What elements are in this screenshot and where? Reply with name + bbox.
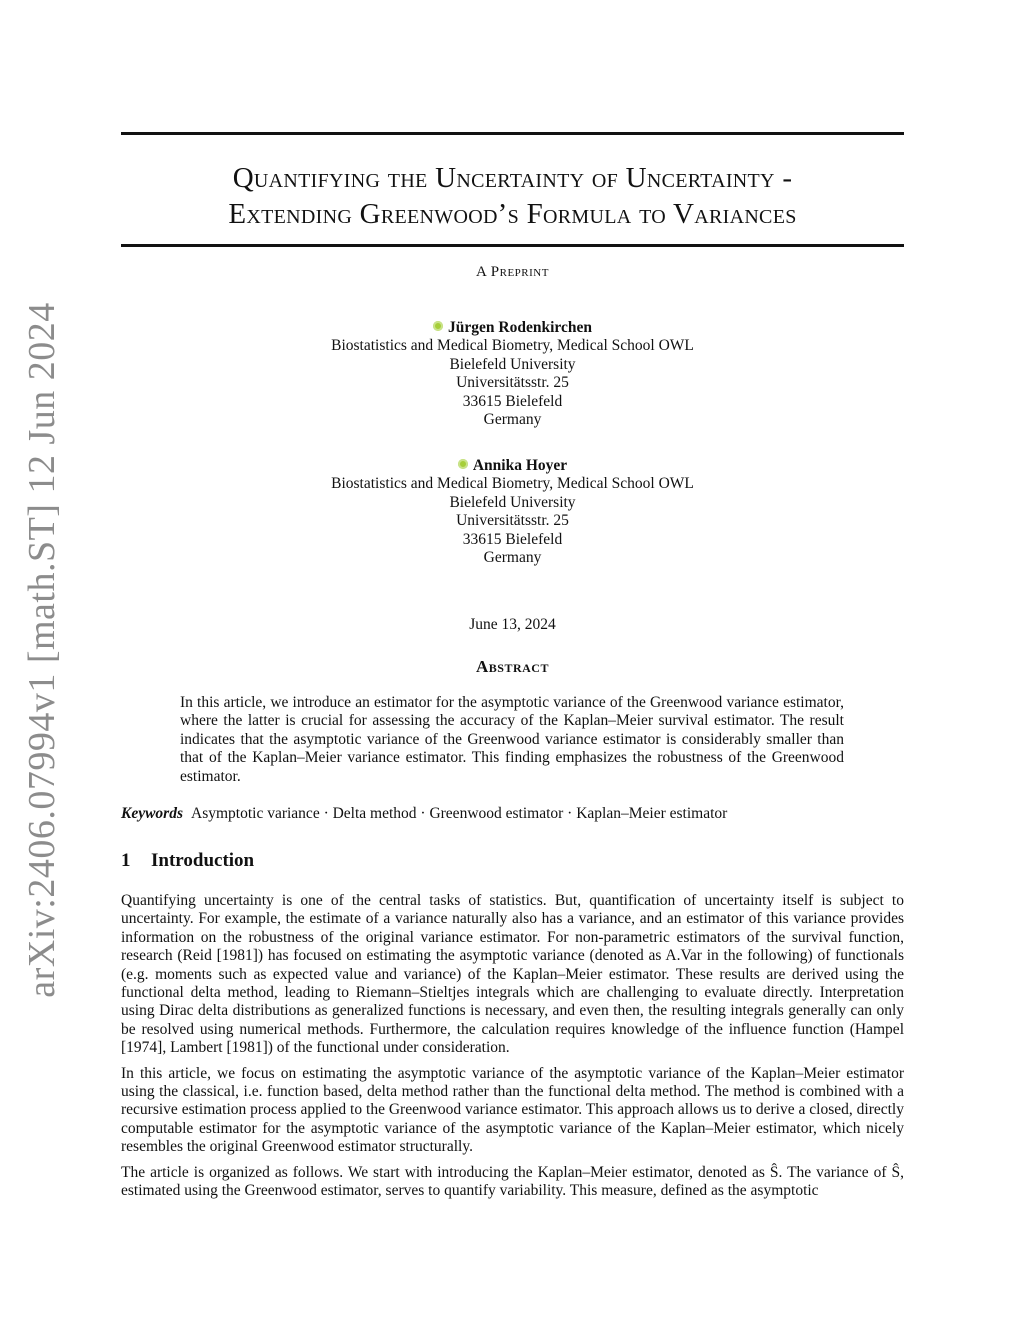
author-university: Bielefeld University	[449, 355, 576, 373]
author-name: Jürgen Rodenkirchen	[448, 319, 592, 336]
paper-title	[121, 160, 904, 232]
author-country: Germany	[483, 411, 542, 429]
paragraph: Quantifying uncertainty is one of the central tasks of statistics. But, quantification of uncertainty itself is subject to uncertainty. For example, the estimate of a variance naturally also has a variance, and an estimator of this variance provides information on the robustness of the original variance estimator. For non-parametric estimators of the survival function, research (Reid [1981]) has focused on estimating the asymptotic variance (denoted as A.Var in the following) of functionals (e.g. moments such as expected value and variance) of the Kaplan–Meier estimator. These results are derived using the functional delta method, leading to Riemann–Stieltjes integrals which are challenging to evaluate directly. Interpretation using Dirac delta distributions as generalized functions is necessary, and even then, the resulting integrals generally can only be resolved using numerical methods. Furthermore, the calculation requires knowledge of the influence function (Hampel [1974], Lambert [1981]) of the functional under consideration.	[121, 892, 904, 1057]
abstract-text: In this article, we introduce an estimator for the asymptotic variance of the Greenwood variance estimator, where the latter is crucial for assessing the accuracy of the Kaplan–Meier survival estimator. The result indicates that the asymptotic variance of the Greenwood variance estimator is considerably smaller than that of the Kaplan–Meier variance estimator. This finding emphasizes the robustness of the Greenwood estimator.	[180, 694, 844, 785]
author-block-1	[121, 319, 904, 429]
author-street: Universitätsstr. 25	[456, 512, 569, 530]
arxiv-identifier-stamp: arXiv:2406.07994v1 [math.ST] 12 Jun 2024	[21, 302, 63, 998]
keywords-line	[121, 805, 904, 823]
author-block-2	[121, 457, 904, 567]
section-title: Introduction	[151, 850, 255, 871]
orcid-icon[interactable]	[433, 321, 443, 331]
author-city: 33615 Bielefeld	[462, 392, 563, 410]
author-affiliation: Biostatistics and Medical Biometry, Medical School OWL	[331, 475, 694, 493]
title-bottom-rule	[121, 244, 904, 247]
title-top-rule	[121, 132, 904, 135]
author-country: Germany	[483, 549, 542, 567]
keywords-list: Asymptotic variance · Delta method · Greenwood estimator · Kaplan–Meier estimator	[191, 805, 728, 822]
author-city: 33615 Bielefeld	[462, 530, 563, 548]
section-number: 1	[121, 850, 131, 871]
title-line-1: Quantifying the Uncertainty of Uncertainty -	[232, 162, 793, 194]
author-name: Annika Hoyer	[472, 457, 568, 474]
abstract-heading: Abstract	[476, 657, 549, 676]
paragraph: The article is organized as follows. We start with introducing the Kaplan–Meier estimator, denoted as Ŝ. The variance of Ŝ, estimated using the Greenwood estimator, serves to quantify variability. This measure, defined as the asymptotic	[121, 1163, 904, 1200]
keywords-label: Keywords	[121, 805, 183, 822]
title-line-2: Extending Greenwood’s Formula to Variances	[228, 198, 797, 230]
orcid-icon[interactable]	[458, 459, 468, 469]
publication-date: June 13, 2024	[469, 616, 556, 633]
preprint-label: A Preprint	[476, 264, 549, 280]
section-heading	[121, 850, 254, 872]
section-body	[121, 892, 904, 1208]
author-street: Universitätsstr. 25	[456, 374, 569, 392]
paragraph: In this article, we focus on estimating the asymptotic variance of the asymptotic variance of the Kaplan–Meier estimator using the classical, i.e. function based, delta method rather than the functional delta method. The method is combined with a recursive estimation process applied to the Greenwood variance estimator. This approach allows us to derive a closed, directly computable estimator for the asymptotic variance of the asymptotic variance of the Kaplan–Meier estimator, which nicely resembles the original Greenwood estimator structurally.	[121, 1064, 904, 1156]
author-affiliation: Biostatistics and Medical Biometry, Medical School OWL	[331, 337, 694, 355]
author-university: Bielefeld University	[449, 493, 576, 511]
